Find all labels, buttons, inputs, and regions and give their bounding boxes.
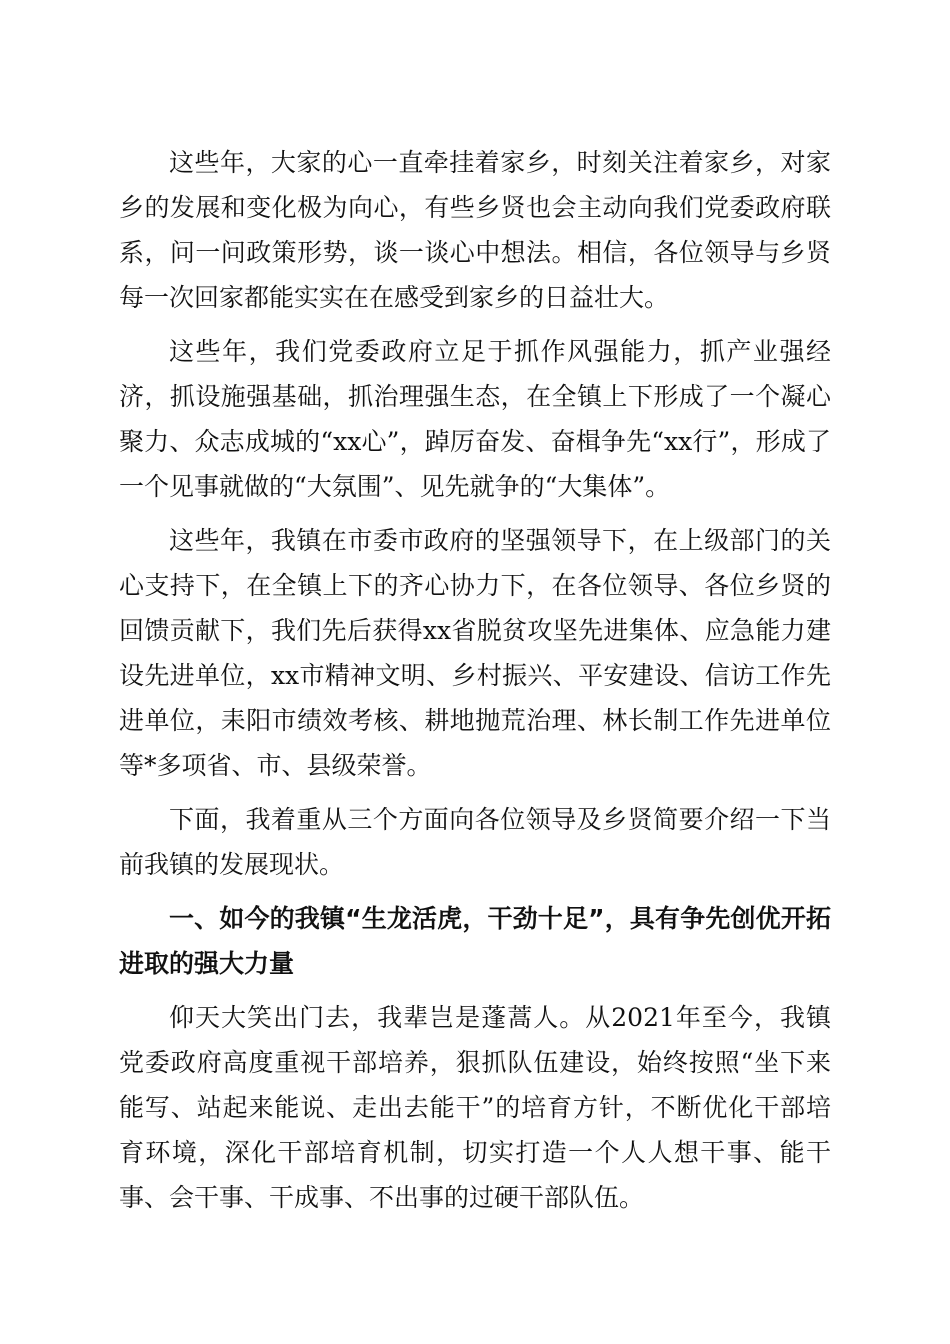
paragraph-2: 这些年，我们党委政府立足于抓作风强能力，抓产业强经济，抓设施强基础，抓治理强生态，在全镇上下形成了一个凝心聚力、众志成城的“xx心”，踔厉奋发、奋楫争先“xx行”，形成了一个见事就做的“大氛围”、见先就争的“大集体”。	[119, 337, 831, 501]
paragraph-3: 这些年，我镇在市委市政府的坚强领导下，在上级部门的关心支持下，在全镇上下的齐心协力下，在各位领导、各位乡贤的回馈贡献下，我们先后获得xx省脱贫攻坚先进集体、应急能力建设先进单位，xx市精神文明、乡村振兴、平安建设、信访工作先进单位，耒阳市绩效考核、耕地抛荒治理、林长制工作先进单位等*多项省、市、县级荣誉。	[119, 526, 831, 780]
section-heading-1: 一、如今的我镇“生龙活虎，干劲十足”，具有争先创优开拓进取的强大力量	[119, 904, 831, 978]
document-body	[119, 140, 831, 1229]
paragraph-1: 这些年，大家的心一直牵挂着家乡，时刻关注着家乡，对家乡的发展和变化极为向心，有些乡贤也会主动向我们党委政府联系，问一问政策形势，谈一谈心中想法。相信，各位领导与乡贤每一次回家都能实实在在感受到家乡的日益壮大。	[119, 148, 831, 312]
paragraph-4: 下面，我着重从三个方面向各位领导及乡贤简要介绍一下当前我镇的发展现状。	[119, 805, 831, 879]
paragraph-5: 仰天大笑出门去，我辈岂是蓬蒿人。从2021年至今，我镇党委政府高度重视干部培养，狠抓队伍建设，始终按照“坐下来能写、站起来能说、走出去能干”的培育方针，不断优化干部培育环境，深化干部培育机制，切实打造一个人人想干事、能干事、会干事、干成事、不出事的过硬干部队伍。	[119, 1003, 831, 1212]
